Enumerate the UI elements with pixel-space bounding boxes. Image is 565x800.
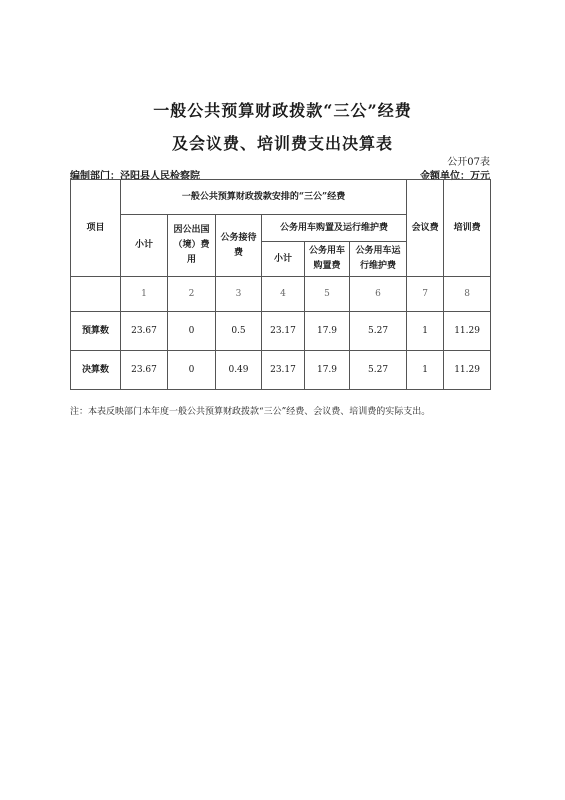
expense-table [70, 179, 491, 390]
header-vehicle-subtotal: 小计 [262, 242, 305, 277]
cell-training: 11.29 [444, 351, 491, 390]
cell-reception: 0.5 [216, 312, 262, 351]
table-note: 注：本表反映部门本年度一般公共预算财政拨款“三公”经费、会议费、培训费的实际支出。 [70, 407, 431, 417]
column-number: 1 [121, 277, 168, 312]
header-subtotal: 小计 [121, 215, 168, 277]
column-number: 2 [168, 277, 216, 312]
cell-meeting: 1 [407, 351, 444, 390]
cell-vehicle-subtotal: 23.17 [262, 312, 305, 351]
column-number: 4 [262, 277, 305, 312]
department-label: 编制部门：泾阳县人民检察院 [70, 171, 200, 182]
table-row-actual [71, 351, 491, 390]
header-meeting: 会议费 [407, 180, 444, 277]
document-title-line-2: 及会议费、培训费支出决算表 [171, 134, 393, 153]
table-row-budget [71, 312, 491, 351]
column-number: 5 [305, 277, 350, 312]
header-vehicle-group: 公务用车购置及运行维护费 [262, 215, 407, 242]
row-label: 决算数 [71, 351, 121, 390]
cell-vehicle-operation: 5.27 [350, 312, 407, 351]
cell-subtotal: 23.67 [121, 351, 168, 390]
header-item: 项目 [71, 180, 121, 277]
document-title-line-1: 一般公共预算财政拨款“三公”经费 [153, 101, 412, 120]
cell-vehicle-purchase: 17.9 [305, 312, 350, 351]
cell-reception: 0.49 [216, 351, 262, 390]
column-number: 3 [216, 277, 262, 312]
form-number: 公开07表 [447, 157, 490, 168]
header-reception: 公务接待费 [216, 215, 262, 277]
header-training: 培训费 [444, 180, 491, 277]
cell-meeting: 1 [407, 312, 444, 351]
cell-abroad: 0 [168, 351, 216, 390]
header-abroad: 因公出国（境）费用 [168, 215, 216, 277]
column-number: 7 [407, 277, 444, 312]
header-three-public-group: 一般公共预算财政拨款安排的“三公”经费 [121, 180, 407, 215]
cell-vehicle-subtotal: 23.17 [262, 351, 305, 390]
column-number-row [71, 277, 491, 312]
column-number-blank [71, 277, 121, 312]
header-vehicle-purchase: 公务用车购置费 [305, 242, 350, 277]
cell-vehicle-operation: 5.27 [350, 351, 407, 390]
row-label: 预算数 [71, 312, 121, 351]
cell-vehicle-purchase: 17.9 [305, 351, 350, 390]
column-number: 8 [444, 277, 491, 312]
cell-subtotal: 23.67 [121, 312, 168, 351]
cell-abroad: 0 [168, 312, 216, 351]
amount-unit-label: 金额单位：万元 [420, 171, 490, 182]
header-vehicle-operation: 公务用车运行维护费 [350, 242, 407, 277]
column-number: 6 [350, 277, 407, 312]
cell-training: 11.29 [444, 312, 491, 351]
